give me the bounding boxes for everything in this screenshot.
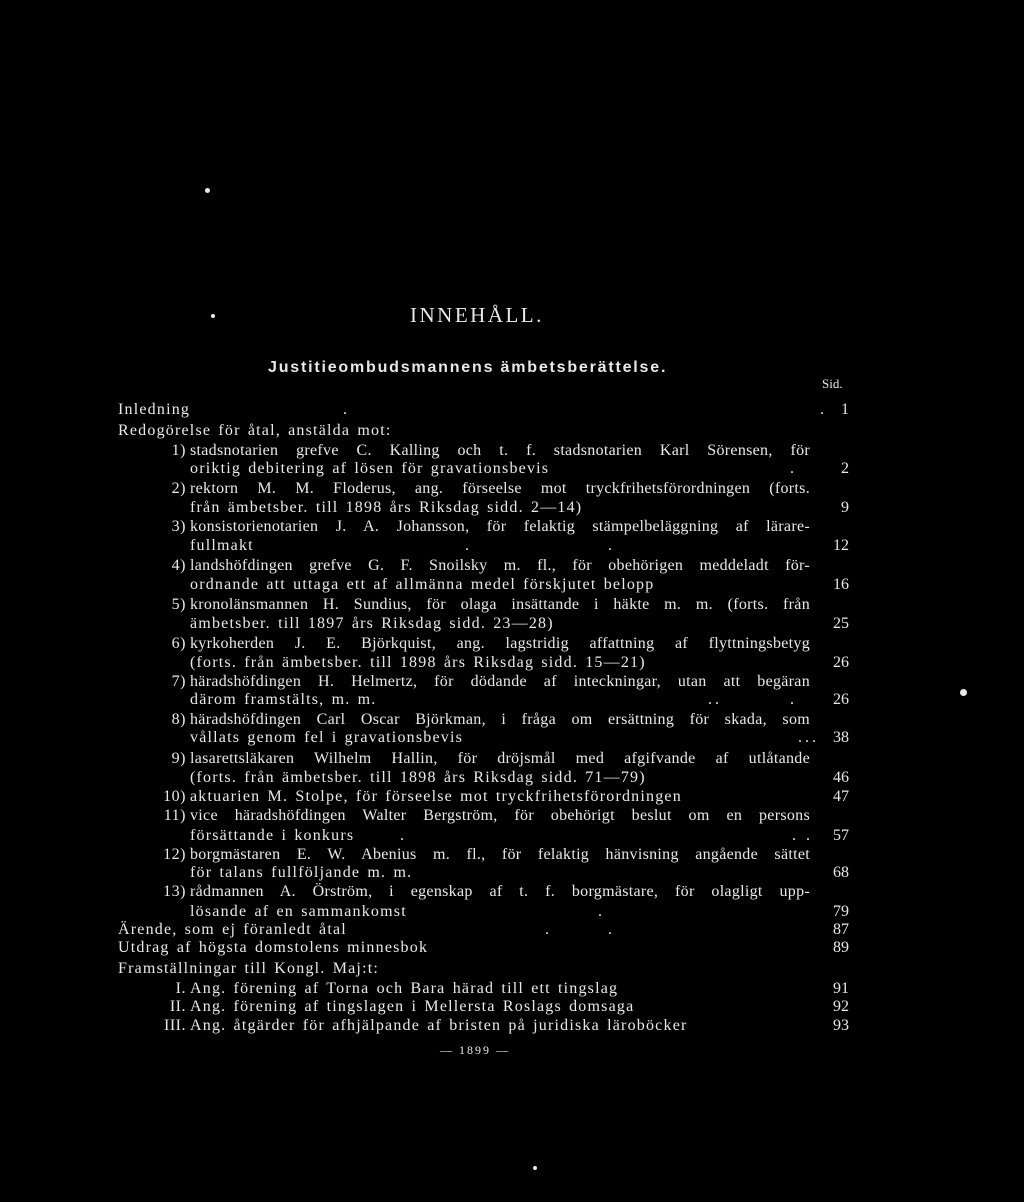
section-subtitle: Justitieombudsmannens ämbetsberättelse. [268,359,668,376]
toc-entry-text: konsistorienotarien J. A. Johansson, för felaktig stämpelbeläggning af lärare- [190,518,810,535]
toc-entry-text: Utdrag af högsta domstolens minnesbok [118,939,429,956]
scan-speck [211,314,215,318]
toc-entry-text: borgmästaren E. W. Abenius m. fl., för felaktig hänvisning angående sättet [190,846,810,863]
entry-number: 2) [171,480,186,497]
toc-entry-text: (forts. från ämbetsber. till 1898 års Riksdag sidd. 15—21) [190,654,646,671]
toc-line [0,979,1024,999]
toc-entry-text: häradshöfdingen Carl Oscar Björkman, i fråga om ersättning för skada, som [190,711,810,728]
toc-line [0,441,1024,461]
page-number: 25 [833,615,849,632]
page-number: 38 [833,729,849,746]
toc-line [0,614,1024,634]
toc-entry-text: aktuarien M. Stolpe, för förseelse mot tryckfrihetsförordningen [190,788,682,805]
dot-leader: . [608,537,615,554]
page-number: 26 [833,691,849,708]
toc-line [0,575,1024,595]
dot-leader: . [820,401,827,418]
toc-entry-text: Inledning [118,401,191,418]
entry-numeral: III. [164,1017,186,1034]
toc-entry-text: (forts. från ämbetsber. till 1898 års Riksdag sidd. 71—79) [190,769,646,786]
toc-entry-text: från ämbetsber. till 1898 års Riksdag sidd. 2—14) [190,499,583,516]
page-number: 91 [833,980,849,997]
toc-line [0,863,1024,883]
toc-entry-text: häradshöfdingen H. Helmertz, för dödande af inteckningar, utan att begäran [190,673,810,690]
toc-entry-text: lasarettsläkaren Wilhelm Hallin, för dröjsmål med afgifvande af utlåtande [190,750,810,767]
page-number: 57 [833,827,849,844]
dot-leader: . . [792,827,813,844]
page-footer-year: — 1899 — [440,1043,510,1057]
page-number: 89 [833,939,849,956]
page-number: 2 [841,460,849,477]
toc-entry-text: vice häradshöfdingen Walter Bergström, för obehörigt beslut om en persons [190,807,810,824]
page-number: 46 [833,769,849,786]
page-number: 1 [841,401,849,418]
page-number: 87 [833,921,849,938]
toc-entry-text: kronolänsmannen H. Sundius, för olaga insättande i häkte m. m. (forts. från [190,596,810,613]
toc-entry-text: ämbetsber. till 1897 års Riksdag sidd. 23—28) [190,615,554,632]
toc-entry-text: rektorn M. M. Floderus, ang. förseelse mot tryckfrihetsförordningen (forts. [190,480,810,497]
toc-line [0,595,1024,615]
toc-entry-text: Ang. förening af Torna och Bara härad till ett tingslag [190,980,619,997]
toc-line [0,728,1024,748]
toc-line [0,768,1024,788]
entry-number: 12) [163,846,186,863]
toc-entry-text: rådmannen A. Örström, i egenskap af t. f. borgmästare, för olagligt upp- [190,883,810,900]
toc-entry-text: fullmakt [190,537,254,554]
toc-entry-text: kyrkoherden J. E. Björkquist, ang. lagstridig affattning af flyttningsbetyg [190,635,810,652]
entry-numeral: II. [169,998,186,1015]
toc-line [0,959,1024,979]
toc-line [0,920,1024,940]
page-number: 26 [833,654,849,671]
dot-leader: . [608,921,615,938]
page-number: 47 [833,788,849,805]
entry-number: 9) [171,750,186,767]
toc-line [0,787,1024,807]
toc-line [0,845,1024,865]
toc-line [0,400,1024,420]
dot-leader: .. [708,691,722,708]
dot-leader: . [343,401,350,418]
toc-line [0,536,1024,556]
toc-line [0,459,1024,479]
dot-leader: . [545,921,552,938]
entry-number: 4) [171,557,186,574]
page-number: 12 [833,537,849,554]
dot-leader: . [790,460,797,477]
toc-line [0,517,1024,537]
entry-number: 6) [171,635,186,652]
page-number: 16 [833,576,849,593]
entry-number: 13) [163,883,186,900]
entry-number: 3) [171,518,186,535]
dot-leader: . [598,903,605,920]
toc-line [0,938,1024,958]
toc-line [0,421,1024,441]
page-title: INNEHÅLL. [410,303,544,327]
toc-entry-text: Ang. förening af tingslagen i Mellersta Roslags domsaga [190,998,635,1015]
entry-number: 7) [171,673,186,690]
toc-line [0,710,1024,730]
toc-line [0,479,1024,499]
toc-line [0,749,1024,769]
toc-entry-text: landshöfdingen grefve G. F. Snoilsky m. fl., för obehörigen meddeladt för- [190,557,810,574]
toc-entry-text: försättande i konkurs [190,827,355,844]
scan-speck [533,1166,537,1170]
toc-line [0,653,1024,673]
toc-entry-text: ordnande att uttaga ett af allmänna medel förskjutet belopp [190,576,655,593]
entry-number: 10) [163,788,186,805]
entry-numeral: I. [175,980,186,997]
toc-line [0,690,1024,710]
toc-line [0,556,1024,576]
page-number: 93 [833,1017,849,1034]
page-number: 68 [833,864,849,881]
entry-number: 8) [171,711,186,728]
toc-entry-text: oriktig debitering af lösen för gravationsbevis [190,460,550,477]
toc-line [0,902,1024,922]
toc-line [0,806,1024,826]
toc-line [0,997,1024,1017]
toc-line [0,634,1024,654]
entry-number: 11) [163,807,186,824]
dot-leader: . [790,691,797,708]
entry-number: 1) [171,442,186,459]
toc-entry-text: för talans fullföljande m. m. [190,864,413,881]
toc-line [0,672,1024,692]
toc-entry-text: stadsnotarien grefve C. Kalling och t. f. stadsnotarien Karl Sörensen, för [190,442,810,459]
toc-line [0,498,1024,518]
page-column-label: Sid. [822,376,843,391]
page-number: 9 [841,499,849,516]
toc-entry-text: Ang. åtgärder för afhjälpande af bristen på juridiska läroböcker [190,1017,688,1034]
scan-speck [205,188,210,193]
toc-heading: Framställningar till Kongl. Maj:t: [118,960,380,977]
toc-entry-text: Ärende, som ej föranledt åtal [118,921,347,938]
page-number: 92 [833,998,849,1015]
toc-line [0,1016,1024,1036]
toc-entry-text: därom framstälts, m. m. [190,691,377,708]
dot-leader: . [400,827,407,844]
page-number: 79 [833,903,849,920]
toc-heading: Redogörelse för åtal, anstälda mot: [118,422,392,439]
toc-line [0,826,1024,846]
toc-entry-text: vållats genom fel i gravationsbevis [190,729,464,746]
dot-leader: . [465,537,472,554]
toc-entry-text: lösande af en sammankomst [190,903,407,920]
dot-leader: ... [798,729,819,746]
toc-line [0,882,1024,902]
entry-number: 5) [171,596,186,613]
